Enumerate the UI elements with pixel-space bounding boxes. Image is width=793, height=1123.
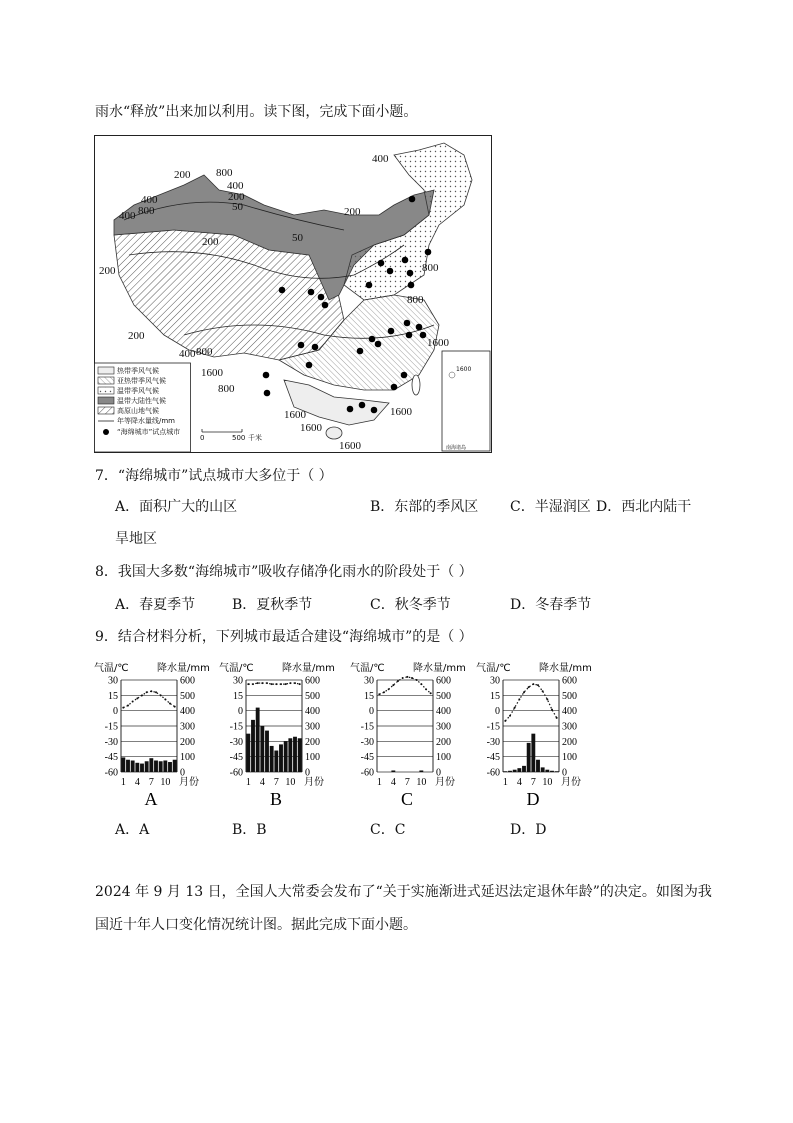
climate-chart-d — [476, 660, 594, 810]
temp-tick-label: 30 — [233, 675, 243, 687]
temperature-line — [505, 684, 556, 721]
month-tick-label: 1 — [376, 777, 382, 788]
intro-line: 雨水“释放”出来加以利用。读下图，完成下面小题。 — [95, 104, 418, 120]
q7-option-d-cont: 旱地区 — [115, 531, 157, 547]
contour-label: 200 — [174, 169, 191, 181]
precip-tick-label: 600 — [436, 675, 451, 687]
precip-bar — [531, 734, 535, 772]
climate-chart-svg — [219, 660, 337, 810]
temp-tick-label: -45 — [486, 752, 500, 764]
temperature-point — [261, 682, 263, 684]
q9-option-a[interactable]: A．A — [115, 822, 150, 838]
q9-stem: 9．结合材料分析，下列城市最适合建设“海绵城市”的是（ ） — [95, 629, 473, 645]
precip-tick-label: 0 — [562, 767, 567, 779]
month-tick-label: 10 — [416, 777, 427, 788]
scale-zero: 0 — [200, 434, 205, 442]
precip-bar — [173, 760, 177, 772]
precip-tick-label: 600 — [180, 675, 195, 687]
temp-tick-label: -60 — [486, 767, 500, 779]
temperature-point — [504, 720, 506, 722]
temp-tick-label: 15 — [108, 690, 118, 702]
precip-tick-label: 0 — [305, 767, 310, 779]
month-tick-label: 7 — [530, 777, 536, 788]
legend-label: 亚热带季风气候 — [117, 377, 166, 385]
contour-label: 200 — [344, 206, 361, 218]
precip-tick-label: 600 — [305, 675, 320, 687]
precip-axis-title: 降水量/mm — [282, 663, 335, 674]
precip-bar — [135, 763, 139, 772]
contour-label: 800 — [138, 205, 155, 217]
inset-label: 南海诸岛 — [446, 445, 467, 451]
climate-chart-svg — [350, 660, 468, 810]
precip-bar — [159, 761, 163, 772]
south-china-sea-inset — [442, 351, 490, 451]
temp-tick-label: -15 — [229, 721, 243, 733]
contour-label: 800 — [218, 383, 235, 395]
month-tick-label: 7 — [273, 777, 279, 788]
contour-label: 50 — [292, 232, 303, 244]
month-axis-title: 月份 — [561, 777, 581, 788]
precip-bar — [541, 767, 545, 772]
temp-tick-label: -15 — [104, 721, 118, 733]
q7-option-c[interactable]: C．半湿润区 — [510, 499, 591, 515]
precip-bar — [163, 761, 167, 773]
temperature-point — [132, 700, 134, 702]
month-tick-label: 10 — [542, 777, 553, 788]
temp-tick-label: 0 — [113, 706, 118, 718]
contour-label: 50 — [232, 201, 243, 213]
precip-tick-label: 100 — [562, 752, 577, 764]
precip-bar — [265, 731, 269, 772]
temperature-point — [528, 686, 530, 688]
temperature-point — [280, 683, 282, 685]
precip-bar — [256, 708, 260, 772]
temperature-point — [546, 698, 548, 700]
precip-tick-label: 400 — [436, 706, 451, 718]
temperature-point — [271, 683, 273, 685]
precip-tick-label: 400 — [562, 706, 577, 718]
precip-bar — [126, 760, 130, 772]
precip-bar — [284, 741, 288, 772]
temperature-point — [383, 691, 385, 693]
temp-tick-label: -30 — [104, 736, 118, 748]
precip-bar — [527, 743, 531, 772]
temp-tick-label: 30 — [108, 675, 118, 687]
legend-label: 高原山地气候 — [117, 407, 159, 415]
contour-label: 400 — [227, 180, 244, 192]
contour-label: 200 — [202, 236, 219, 248]
temperature-line — [123, 691, 174, 707]
month-tick-label: 10 — [285, 777, 296, 788]
precip-bar — [270, 746, 274, 772]
temp-tick-label: -30 — [229, 736, 243, 748]
contour-label: 400 — [141, 194, 158, 206]
precip-bar — [246, 734, 250, 772]
precip-tick-label: 200 — [562, 736, 577, 748]
temperature-point — [160, 694, 162, 696]
month-tick-label: 4 — [516, 777, 522, 788]
precip-bar — [140, 764, 144, 772]
temp-tick-label: -45 — [104, 752, 118, 764]
precip-bar — [508, 771, 512, 772]
precip-tick-label: 0 — [180, 767, 185, 779]
precip-bar — [419, 770, 423, 772]
contour-label: 800 — [407, 294, 424, 306]
chart-letter: D — [526, 789, 540, 809]
temperature-point — [285, 683, 287, 685]
legend-label: “海绵城市”试点城市 — [117, 428, 181, 436]
temp-tick-label: -60 — [104, 767, 118, 779]
month-axis-title: 月份 — [435, 777, 455, 788]
contour-label: 800 — [196, 346, 213, 358]
precip-tick-label: 600 — [562, 675, 577, 687]
temperature-point — [420, 683, 422, 685]
precip-bar — [298, 738, 302, 772]
temperature-point — [266, 682, 268, 684]
temperature-point — [122, 707, 124, 709]
temperature-point — [416, 679, 418, 681]
temperature-point — [146, 691, 148, 693]
precip-bar — [168, 762, 172, 772]
precip-bar — [545, 770, 549, 772]
precip-tick-label: 200 — [436, 736, 451, 748]
climate-chart-svg — [476, 660, 594, 810]
temperature-point — [514, 707, 516, 709]
temp-tick-label: 15 — [233, 690, 243, 702]
precip-tick-label: 100 — [305, 752, 320, 764]
precip-bar — [536, 760, 540, 772]
q9-option-b[interactable]: B．B — [232, 822, 267, 838]
precip-bar — [279, 744, 283, 772]
next-passage-line1: 2024 年 9 月 13 日，全国人大常委会发布了“关于实施渐进式延迟法定退休年龄”的决定。如图为我 — [95, 884, 712, 900]
chart-letter: B — [269, 789, 283, 809]
precip-bar — [293, 737, 297, 772]
precip-tick-label: 500 — [305, 690, 320, 702]
contour-label: 200 — [128, 330, 145, 342]
temp-axis-title: 气温/℃ — [94, 663, 129, 674]
contour-label: 1600 — [300, 422, 322, 434]
svg-text:1600: 1600 — [456, 366, 472, 373]
legend-label: 温带季风气候 — [117, 387, 159, 395]
temp-axis-title: 气温/℃ — [476, 663, 511, 674]
next-passage-line2: 国近十年人口变化情况统计图。据此完成下面小题。 — [95, 917, 417, 933]
temp-tick-label: 0 — [238, 706, 243, 718]
q9-option-d[interactable]: D．D — [510, 822, 547, 838]
contour-label: 1600 — [284, 409, 306, 421]
legend-label: 热带季风气候 — [117, 367, 159, 375]
precip-bar — [149, 758, 153, 772]
contour-label: 1600 — [201, 367, 223, 379]
precip-tick-label: 500 — [562, 690, 577, 702]
temperature-point — [299, 683, 301, 685]
contour-label: 1600 — [339, 440, 361, 452]
q9-option-c[interactable]: C．C — [370, 822, 406, 838]
precip-tick-label: 500 — [436, 690, 451, 702]
precip-tick-label: 200 — [180, 736, 195, 748]
contour-label: 800 — [422, 262, 439, 274]
temp-tick-label: -30 — [486, 736, 500, 748]
temp-tick-label: 15 — [490, 690, 500, 702]
temperature-point — [392, 684, 394, 686]
precip-tick-label: 400 — [180, 706, 195, 718]
precip-axis-title: 降水量/mm — [413, 663, 466, 674]
temperature-point — [397, 680, 399, 682]
precip-bar — [121, 757, 125, 772]
temp-tick-label: -45 — [360, 752, 374, 764]
contour-label: 400 — [119, 210, 136, 222]
temperature-point — [294, 682, 296, 684]
temperature-point — [378, 693, 380, 695]
china-climate-map — [94, 135, 492, 453]
temperature-point — [388, 688, 390, 690]
temp-tick-label: -60 — [360, 767, 374, 779]
contour-label: 200 — [99, 265, 116, 277]
month-axis-title: 月份 — [179, 777, 199, 788]
month-tick-label: 10 — [160, 777, 171, 788]
legend-label: 年等降水量线/mm — [117, 417, 175, 425]
q8-option-a[interactable]: A．春夏季节 — [115, 597, 196, 613]
temperature-point — [509, 715, 511, 717]
precip-tick-label: 400 — [305, 706, 320, 718]
precip-bar — [391, 770, 395, 772]
temperature-point — [411, 677, 413, 679]
month-tick-label: 1 — [245, 777, 251, 788]
legend-label: 温带大陆性气候 — [117, 397, 166, 405]
temp-tick-label: 0 — [495, 706, 500, 718]
month-tick-label: 4 — [259, 777, 265, 788]
precip-bar — [274, 751, 278, 772]
temperature-point — [430, 692, 432, 694]
month-tick-label: 7 — [404, 777, 410, 788]
temperature-point — [523, 691, 525, 693]
q7-stem: 7．“海绵城市”试点城市大多位于（ ） — [95, 468, 333, 484]
precip-axis-title: 降水量/mm — [539, 663, 592, 674]
precip-tick-label: 500 — [180, 690, 195, 702]
temperature-point — [257, 682, 259, 684]
contour-label: 1600 — [427, 337, 449, 349]
precip-axis-title: 降水量/mm — [157, 663, 210, 674]
precip-tick-label: 300 — [436, 721, 451, 733]
temp-tick-label: 15 — [364, 690, 374, 702]
contour-label: 200 — [228, 191, 245, 203]
temperature-point — [537, 684, 539, 686]
q8-option-c[interactable]: C．秋冬季节 — [370, 597, 451, 613]
temperature-point — [289, 682, 291, 684]
temp-tick-label: 0 — [369, 706, 374, 718]
temperature-point — [169, 703, 171, 705]
precip-bar — [503, 771, 507, 772]
temperature-line — [379, 677, 430, 694]
chart-letter: C — [400, 789, 414, 809]
temp-tick-label: -15 — [486, 721, 500, 733]
q8-option-d[interactable]: D．冬春季节 — [510, 597, 592, 613]
temperature-point — [127, 705, 129, 707]
q7-option-a[interactable]: A．面积广大的山区 — [115, 499, 238, 515]
month-tick-label: 7 — [148, 777, 154, 788]
contour-label: 1600 — [390, 406, 412, 418]
precip-bar — [260, 726, 264, 772]
temp-tick-label: 30 — [490, 675, 500, 687]
temp-tick-label: -60 — [229, 767, 243, 779]
precip-bar — [288, 738, 292, 772]
precip-bar — [154, 761, 158, 773]
climate-chart-a — [94, 660, 212, 810]
climate-chart-svg — [94, 660, 212, 810]
precip-tick-label: 300 — [562, 721, 577, 733]
precip-bar — [550, 771, 554, 772]
temperature-point — [518, 698, 520, 700]
precip-bar — [517, 768, 521, 772]
temp-tick-label: -30 — [360, 736, 374, 748]
temp-tick-label: -45 — [229, 752, 243, 764]
scale-unit: 千米 — [248, 434, 262, 442]
temperature-point — [542, 690, 544, 692]
map-legend — [95, 363, 191, 452]
month-tick-label: 4 — [390, 777, 396, 788]
temp-tick-label: 30 — [364, 675, 374, 687]
precip-bar — [513, 770, 517, 772]
precip-bar — [555, 771, 559, 772]
contour-label: 800 — [216, 167, 233, 179]
temperature-point — [406, 676, 408, 678]
temperature-point — [252, 683, 254, 685]
precip-bar — [251, 720, 255, 772]
chart-letter: A — [144, 789, 158, 809]
temperature-point — [164, 698, 166, 700]
temperature-point — [247, 683, 249, 685]
precip-tick-label: 300 — [180, 721, 195, 733]
q7-option-d[interactable]: D．西北内陆干 — [596, 499, 692, 515]
month-tick-label: 1 — [502, 777, 508, 788]
precip-bar — [145, 761, 149, 772]
temperature-point — [150, 690, 152, 692]
temperature-point — [155, 691, 157, 693]
precip-tick-label: 100 — [180, 752, 195, 764]
temperature-point — [141, 694, 143, 696]
precip-bar — [522, 766, 526, 772]
month-axis-title: 月份 — [304, 777, 324, 788]
temperature-point — [174, 706, 176, 708]
precip-bar — [131, 761, 135, 773]
temperature-point — [136, 697, 138, 699]
q8-stem: 8．我国大多数“海绵城市”吸收存储净化雨水的阶段处于（ ） — [95, 564, 473, 580]
scale-value: 500 — [232, 434, 246, 442]
precip-tick-label: 200 — [305, 736, 320, 748]
month-tick-label: 1 — [120, 777, 126, 788]
climate-chart-b — [219, 660, 337, 810]
temperature-point — [275, 683, 277, 685]
q7-option-b[interactable]: B．东部的季风区 — [370, 499, 479, 515]
temperature-line — [248, 683, 299, 684]
temperature-point — [556, 717, 558, 719]
temp-axis-title: 气温/℃ — [219, 663, 254, 674]
temperature-point — [425, 688, 427, 690]
q8-option-b[interactable]: B．夏秋季节 — [232, 597, 313, 613]
month-tick-label: 4 — [134, 777, 140, 788]
precip-tick-label: 300 — [305, 721, 320, 733]
precip-tick-label: 0 — [436, 767, 441, 779]
temperature-point — [532, 683, 534, 685]
climate-chart-c — [350, 660, 468, 810]
contour-label: 400 — [372, 153, 389, 165]
precip-tick-label: 100 — [436, 752, 451, 764]
temp-axis-title: 气温/℃ — [350, 663, 385, 674]
temperature-point — [402, 677, 404, 679]
temperature-point — [551, 709, 553, 711]
contour-label: 400 — [179, 348, 196, 360]
temp-tick-label: -15 — [360, 721, 374, 733]
